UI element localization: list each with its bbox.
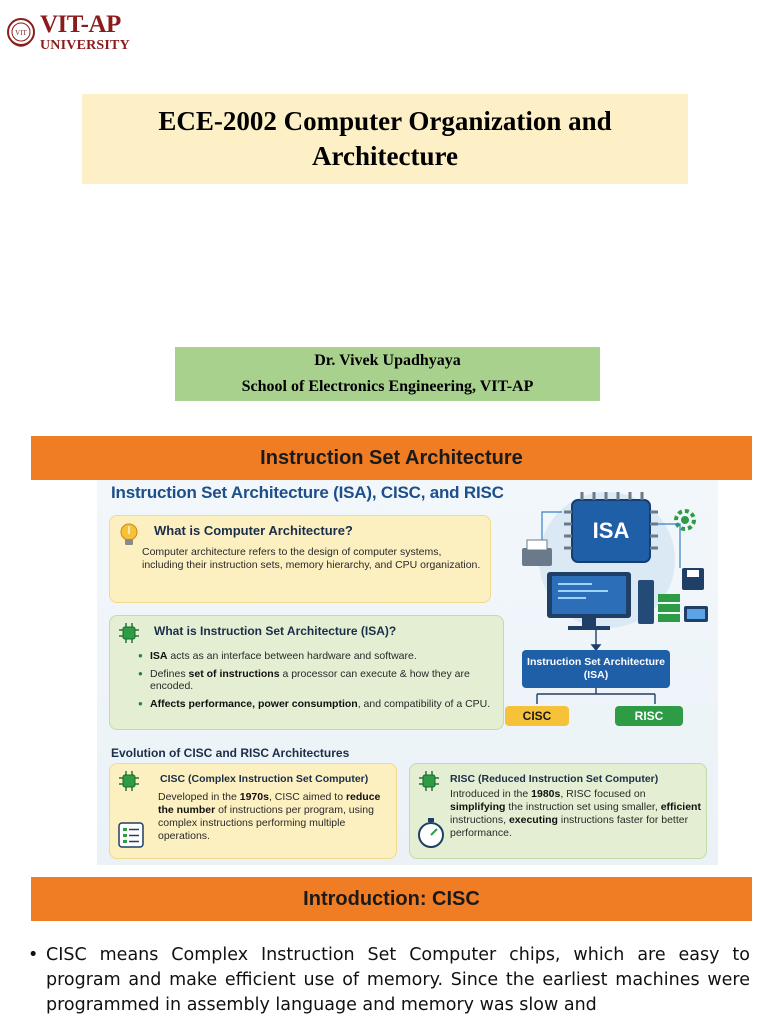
isa-card-heading: What is Instruction Set Architecture (ISA)? — [154, 624, 397, 638]
architecture-card-body: Computer architecture refers to the design of computer systems, including their instruction sets, memory hierarchy, and CPU organization. — [142, 546, 481, 571]
save-disk-icon — [682, 568, 704, 590]
university-logo — [6, 10, 130, 62]
server-icon — [658, 594, 680, 622]
architecture-card-heading: What is Computer Architecture? — [154, 523, 353, 538]
svg-text:VIT: VIT — [15, 29, 27, 37]
svg-text:ISA: ISA — [592, 518, 630, 543]
chip-icon — [118, 770, 140, 792]
stopwatch-icon — [416, 816, 446, 850]
risc-card — [409, 763, 707, 859]
evolution-heading: Evolution of CISC and RISC Architectures — [111, 746, 350, 760]
isa-infographic — [97, 480, 718, 865]
flow-isa-box: Instruction Set Architecture (ISA) — [522, 650, 670, 688]
logo-line2: UNIVERSITY — [40, 38, 130, 53]
computer-architecture-card — [109, 515, 491, 603]
tower-icon — [638, 580, 654, 624]
author-box — [175, 347, 600, 401]
risc-card-body: Introduced in the 1980s, RISC focused on simplifying the instruction set using smaller, efficient instructions, executing instructions faster for better performance. — [450, 788, 701, 839]
slide-title-box — [82, 94, 688, 184]
flow-risc-box: RISC — [615, 706, 683, 726]
gear-icon — [676, 511, 694, 529]
lightbulb-icon — [118, 522, 140, 548]
author-name: Dr. Vivek Upadhyaya — [314, 352, 461, 369]
risc-card-heading: RISC (Reduced Instruction Set Computer) — [450, 773, 659, 785]
isa-definition-card — [109, 615, 504, 730]
author-affiliation: School of Electronics Engineering, VIT-AP — [241, 378, 534, 395]
list-item: ● ISA acts as an interface between hardware and software. — [138, 650, 498, 663]
bullet-marker: • — [28, 945, 39, 965]
printer-icon — [522, 540, 552, 566]
checklist-icon — [118, 822, 144, 848]
section-heading-isa: Instruction Set Architecture — [31, 436, 752, 480]
section-heading-cisc-intro: Introduction: CISC — [31, 877, 752, 921]
list-item: ● Affects performance, power consumption, and compatibility of a CPU. — [138, 698, 498, 711]
body-paragraph — [28, 943, 750, 1018]
cpu-chip-icon — [564, 492, 658, 562]
isa-chip-illustration — [502, 490, 712, 640]
cisc-card — [109, 763, 397, 859]
cisc-card-body: Developed in the 1970s, CISC aimed to reduce the number of instructions per program, using complex instructions performing multiple operations. — [158, 791, 381, 842]
list-item: ● Defines set of instructions a processor can execute & how they are encoded. — [138, 668, 498, 693]
body-paragraph-text: CISC means Complex Instruction Set Computer chips, which are easy to program and make efficient use of memory. Since the earliest machines were programmed in assembly language and memory was slow and — [46, 945, 750, 1015]
slide-title: ECE-2002 Computer Organization and Architecture — [158, 106, 612, 171]
flow-cisc-box: CISC — [505, 706, 569, 726]
chip-icon — [118, 622, 140, 644]
small-monitor-icon — [684, 606, 708, 622]
chip-icon — [418, 770, 440, 792]
cisc-card-heading: CISC (Complex Instruction Set Computer) — [160, 773, 369, 785]
infographic-title: Instruction Set Architecture (ISA), CISC, and RISC — [111, 483, 504, 502]
isa-bullet-list — [138, 650, 498, 715]
university-seal-icon — [6, 12, 38, 52]
logo-line1: VIT-AP — [40, 11, 121, 38]
